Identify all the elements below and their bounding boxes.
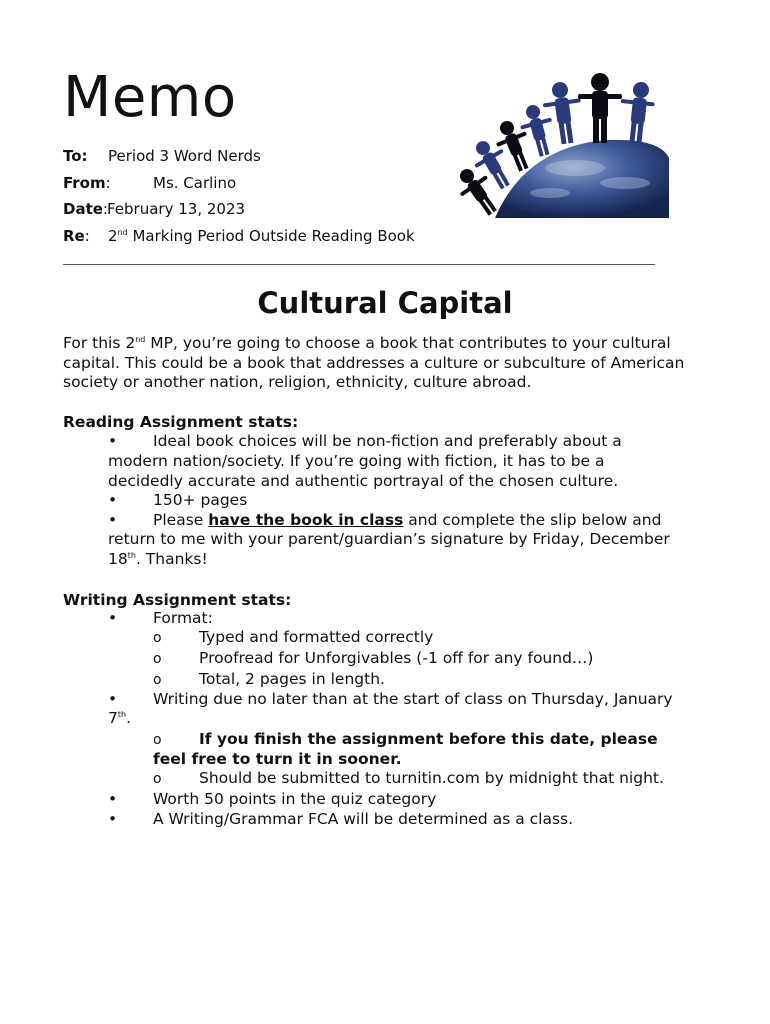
reading-bullet-2: 150+ pages — [153, 491, 248, 509]
bullet-glyph: • — [108, 609, 118, 627]
intro-part1: For this 2 — [63, 334, 136, 352]
sub-bullet-glyph: o — [153, 732, 162, 748]
date-label: Date — [63, 200, 103, 218]
bullet-glyph: • — [108, 810, 118, 828]
writing-bullet-2-num: 7 — [108, 709, 118, 727]
reading-bullet-3-line-3 — [108, 549, 208, 569]
reading-bullet-3-emphasis: have the book in class — [208, 511, 404, 529]
reading-bullet-3-line-2: return to me with your parent/guardian’s signature by Friday, December — [108, 530, 670, 548]
intro-part2: MP, you’re going to choose a book that contributes to your cultural capital. This could be a book that addresses a culture or subculture of American society or another nation, religion, ethnicity, culture abroad. — [63, 334, 685, 392]
to-value: Period 3 Word Nerds — [108, 147, 261, 165]
writing-bullet-2-sup: th — [117, 710, 127, 719]
memo-to-row — [63, 146, 261, 166]
reading-bullet-1-line-2: modern nation/society. If you’re going with fiction, it has to be a — [108, 452, 605, 470]
date-value: February 13, 2023 — [107, 200, 246, 218]
sub-bullet-glyph: o — [153, 651, 162, 667]
bullet-glyph: • — [108, 511, 118, 529]
writing-sub-4-line-2: feel free to turn it in sooner. — [153, 750, 402, 768]
memo-from-row — [63, 173, 237, 193]
from-value: Ms. Carlino — [153, 174, 237, 192]
memo-re-row — [63, 226, 415, 246]
reading-heading: Reading Assignment stats: — [63, 413, 299, 431]
re-value — [108, 226, 415, 246]
writing-bullet-3: Worth 50 points in the quiz category — [153, 790, 437, 808]
memo-date-row — [63, 199, 246, 219]
reading-bullet-3-line-1 — [153, 510, 661, 530]
sub-bullet-glyph: o — [153, 672, 162, 688]
writing-bullet-1: Format: — [153, 609, 213, 627]
sub-bullet-glyph: o — [153, 630, 162, 646]
re-sup: nd — [117, 228, 128, 237]
bullet-glyph: • — [108, 491, 118, 509]
re-text: Marking Period Outside Reading Book — [127, 227, 415, 245]
reading-bullet-3-end: . Thanks! — [135, 550, 208, 568]
from-label: From — [63, 174, 106, 192]
reading-bullet-3-num: 18 — [108, 550, 128, 568]
writing-bullet-2-line-2 — [108, 708, 131, 728]
globe-people-clipart — [455, 68, 671, 238]
re-colon: : — [84, 227, 90, 245]
memo-title: Memo — [63, 65, 237, 130]
bullet-glyph: • — [108, 690, 118, 708]
reading-bullet-3-post: and complete the slip below and — [403, 511, 662, 529]
writing-bullet-2-end: . — [126, 709, 132, 727]
reading-bullet-1-line-1: Ideal book choices will be non-fiction and preferably about a — [153, 432, 622, 450]
document-title: Cultural Capital — [257, 286, 513, 320]
header-divider — [63, 264, 655, 265]
re-num: 2 — [108, 227, 118, 245]
reading-bullet-1-line-3: decidedly accurate and authentic portrayal of the chosen culture. — [108, 472, 619, 490]
bullet-glyph: • — [108, 790, 118, 808]
writing-heading: Writing Assignment stats: — [63, 591, 292, 609]
intro-sup: nd — [135, 335, 146, 344]
reading-bullet-3-sup: th — [127, 551, 136, 560]
bullet-glyph: • — [108, 432, 118, 450]
writing-bullet-4: A Writing/Grammar FCA will be determined as a class. — [153, 810, 574, 828]
reading-bullet-3-pre: Please — [153, 511, 209, 529]
to-label: To: — [63, 147, 88, 165]
writing-sub-2: Proofread for Unforgivables (-1 off for any found…) — [199, 649, 594, 667]
writing-sub-3: Total, 2 pages in length. — [199, 670, 385, 688]
writing-sub-4-line-1: If you finish the assignment before this date, please — [199, 730, 658, 748]
intro-paragraph — [63, 334, 723, 393]
writing-sub-5: Should be submitted to turnitin.com by midnight that night. — [199, 769, 664, 787]
from-colon: : — [105, 174, 111, 192]
date-colon: : — [102, 200, 108, 218]
sub-bullet-glyph: o — [153, 771, 162, 787]
re-label: Re — [63, 227, 85, 245]
writing-bullet-2-line-1: Writing due no later than at the start of class on Thursday, January — [153, 690, 673, 708]
writing-sub-1: Typed and formatted correctly — [199, 628, 434, 646]
